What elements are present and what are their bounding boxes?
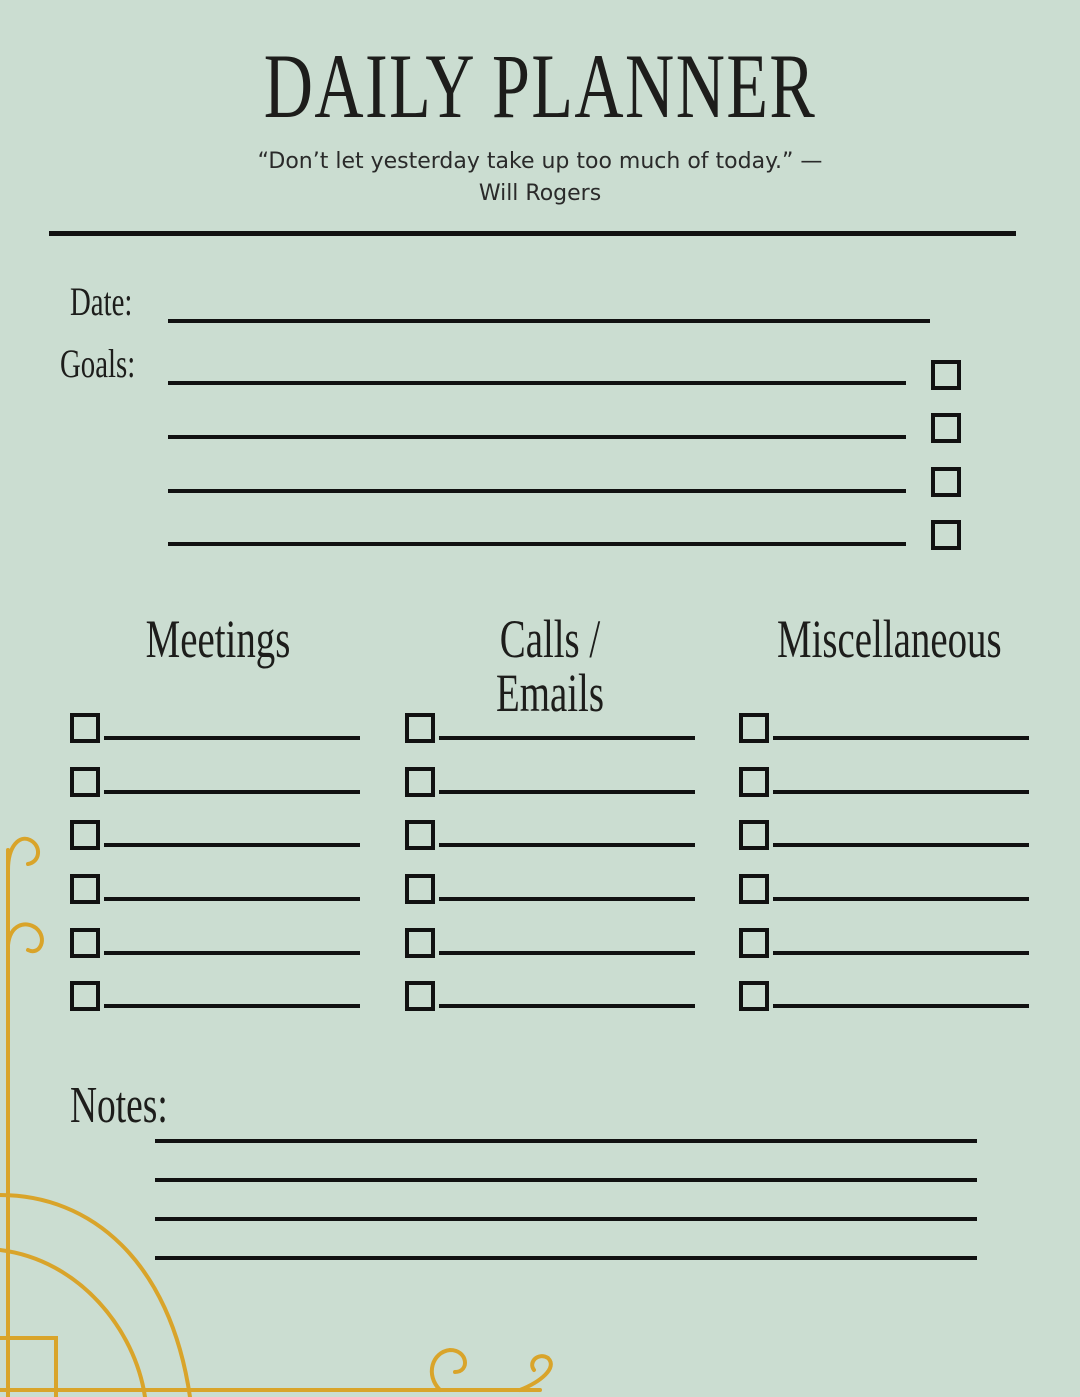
call-email-checkbox[interactable] [405, 820, 435, 850]
date-line[interactable] [168, 319, 930, 323]
goal-checkbox[interactable] [931, 413, 961, 443]
notes-label: Notes: [70, 1077, 168, 1134]
misc-checkbox[interactable] [739, 713, 769, 743]
quote-author: Will Rogers [478, 181, 602, 206]
notes-line[interactable] [155, 1178, 977, 1182]
quote-text: “Don’t let yesterday take up too much of today.” — [257, 149, 823, 174]
miscellaneous-heading: Miscellaneous [777, 609, 1002, 669]
call-email-checkbox[interactable] [405, 874, 435, 904]
misc-line[interactable] [773, 843, 1029, 847]
misc-line[interactable] [773, 736, 1029, 740]
misc-line[interactable] [773, 897, 1029, 901]
meeting-checkbox[interactable] [70, 928, 100, 958]
call-email-checkbox[interactable] [405, 928, 435, 958]
meeting-line[interactable] [104, 736, 360, 740]
call-email-line[interactable] [439, 790, 695, 794]
notes-line[interactable] [155, 1256, 977, 1260]
meeting-checkbox[interactable] [70, 820, 100, 850]
misc-checkbox[interactable] [739, 874, 769, 904]
call-email-line[interactable] [439, 951, 695, 955]
meeting-checkbox[interactable] [70, 981, 100, 1011]
calls-emails-heading: Calls / Emails [496, 609, 604, 723]
goal-line[interactable] [168, 381, 906, 385]
call-email-checkbox[interactable] [405, 767, 435, 797]
call-email-checkbox[interactable] [405, 713, 435, 743]
header-divider [49, 231, 1016, 236]
meeting-line[interactable] [104, 951, 360, 955]
notes-line[interactable] [155, 1217, 977, 1221]
goal-checkbox[interactable] [931, 520, 961, 550]
misc-checkbox[interactable] [739, 767, 769, 797]
misc-checkbox[interactable] [739, 981, 769, 1011]
misc-checkbox[interactable] [739, 820, 769, 850]
meeting-line[interactable] [104, 843, 360, 847]
quote [0, 146, 1080, 210]
misc-checkbox[interactable] [739, 928, 769, 958]
misc-line[interactable] [773, 951, 1029, 955]
misc-line[interactable] [773, 790, 1029, 794]
meeting-line[interactable] [104, 1004, 360, 1008]
meeting-line[interactable] [104, 897, 360, 901]
goal-line[interactable] [168, 435, 906, 439]
meeting-checkbox[interactable] [70, 713, 100, 743]
call-email-checkbox[interactable] [405, 981, 435, 1011]
goal-line[interactable] [168, 489, 906, 493]
call-email-line[interactable] [439, 736, 695, 740]
meeting-line[interactable] [104, 790, 360, 794]
meeting-checkbox[interactable] [70, 767, 100, 797]
goal-checkbox[interactable] [931, 360, 961, 390]
call-email-line[interactable] [439, 897, 695, 901]
goals-label: Goals: [60, 341, 136, 386]
call-email-line[interactable] [439, 1004, 695, 1008]
date-label: Date: [70, 279, 133, 324]
meeting-checkbox[interactable] [70, 874, 100, 904]
meetings-heading: Meetings [145, 609, 291, 669]
call-email-line[interactable] [439, 843, 695, 847]
page-title: DAILY PLANNER [263, 35, 817, 137]
notes-line[interactable] [155, 1139, 977, 1143]
goal-line[interactable] [168, 542, 906, 546]
misc-line[interactable] [773, 1004, 1029, 1008]
goal-checkbox[interactable] [931, 467, 961, 497]
